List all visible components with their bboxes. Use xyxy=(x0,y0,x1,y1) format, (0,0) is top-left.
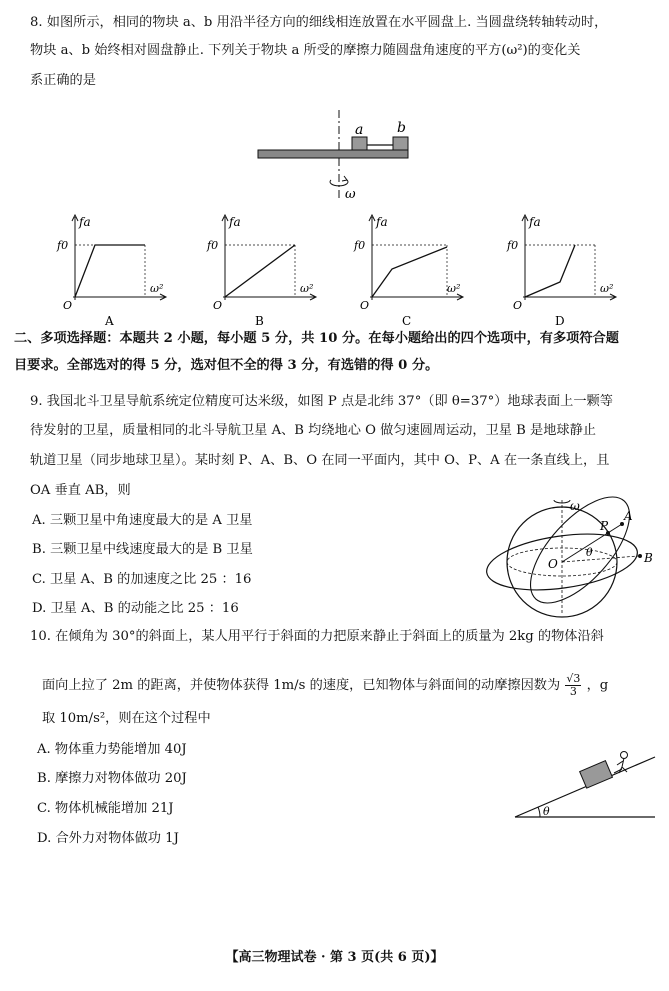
graph-option-b xyxy=(205,212,325,332)
y-tick-label: f0 xyxy=(354,239,366,252)
page-footer: 【高三物理试卷 · 第 3 页(共 6 页)】 xyxy=(225,950,444,965)
label-omega: ω xyxy=(345,187,356,202)
q10-line2-tail: ，g xyxy=(586,678,609,693)
y-axis-label: fa xyxy=(376,215,388,229)
q10-incline-figure xyxy=(510,735,660,825)
origin-label: O xyxy=(360,299,370,312)
section2-heading-line1: 二、多项选择题：本题共 2 小题，每小题 5 分，共 10 分。在每小题给出的四个选项中，有多项符合题 xyxy=(14,331,619,346)
y-axis-label: fa xyxy=(79,215,91,229)
origin-label: O xyxy=(213,299,223,312)
label-a: a xyxy=(355,122,364,138)
block-a xyxy=(352,137,367,150)
y-tick-label: f0 xyxy=(507,239,519,252)
graph-option-a xyxy=(55,212,175,332)
q9-text-line2: 待发射的卫星，质量相同的北斗导航卫星 A、B 均绕地心 O 做匀速圆周运动，卫星 B 是地球静止 xyxy=(30,423,596,438)
q10-text-line2 xyxy=(42,673,608,698)
q9-text-line1: 9. 我国北斗卫星导航系统定位精度可达米级，如图 P 点是北纬 37°（即 θ=37°）地球表面上一颗等 xyxy=(30,394,613,409)
option-label: A xyxy=(105,314,114,328)
q8-text-line1: 8. 如图所示，相同的物块 a、b 用沿半径方向的细线相连放置在水平圆盘上. 当圆盘绕转轴转动时， xyxy=(30,15,608,30)
q9-P-label: P xyxy=(600,519,609,533)
q10-option-b: B. 摩擦力对物体做功 20J xyxy=(37,771,187,786)
q10-text-line3: 取 10m/s²，则在这个过程中 xyxy=(42,711,211,726)
q9-option-c: C. 卫星 A、B 的加速度之比 25 ：16 xyxy=(32,572,252,587)
q8-text-line3: 系正确的是 xyxy=(30,73,96,88)
y-axis-label: fa xyxy=(529,215,541,229)
q10-mu-fraction xyxy=(565,673,581,698)
person-icon xyxy=(621,752,628,759)
q10-line2-main: 面向上拉了 2m 的距离，并使物体获得 1m/s 的速度，已知物体与斜面间的动摩擦因数为 xyxy=(42,678,561,693)
option-label: C xyxy=(402,314,412,328)
q8-text-line2: 物块 a、b 始终相对圆盘静止. 下列关于物块 a 所受的摩擦力随圆盘角速度的平方(ω²)的变化关 xyxy=(30,43,581,58)
q9-text-line4: OA 垂直 AB，则 xyxy=(30,483,131,498)
option-label: B xyxy=(255,314,264,328)
q9-text-line3: 轨道卫星（同步地球卫星）。某时刻 P、A、B、O 在同一平面内，其中 O、P、A 在一条直线上，且 xyxy=(30,453,610,468)
q9-option-a: A. 三颗卫星中角速度最大的是 A 卫星 xyxy=(32,513,253,528)
block-b xyxy=(393,137,408,150)
q8-disk-figure xyxy=(250,110,430,205)
y-axis-label: fa xyxy=(229,215,241,229)
q10-text-line1: 10. 在倾角为 30°的斜面上，某人用平行于斜面的力把原来静止于斜面上的质量为 2kg 的物体沿斜 xyxy=(30,629,604,644)
origin-label: O xyxy=(513,299,523,312)
q9-option-d: D. 卫星 A、B 的动能之比 25 ：16 xyxy=(32,601,239,616)
incline-line xyxy=(515,757,655,817)
y-tick-label: f0 xyxy=(207,239,219,252)
q10-theta-label: θ xyxy=(543,805,550,818)
disk xyxy=(258,150,408,158)
x-axis-label: ω² xyxy=(150,282,164,295)
q10-option-c: C. 物体机械能增加 21J xyxy=(37,801,174,816)
graph-option-d xyxy=(505,212,625,332)
block xyxy=(580,761,613,789)
q9-B-label: B xyxy=(644,551,653,565)
q10-option-a: A. 物体重力势能增加 40J xyxy=(37,742,187,757)
q10-option-d: D. 合外力对物体做功 1J xyxy=(37,831,179,846)
graph-option-c xyxy=(352,212,472,332)
q9-theta-label: θ xyxy=(586,546,593,559)
y-tick-label: f0 xyxy=(57,239,69,252)
q9-A-label: A xyxy=(624,509,633,523)
x-axis-label: ω² xyxy=(300,282,314,295)
label-b: b xyxy=(397,120,406,136)
q9-orbit-figure xyxy=(482,490,662,620)
q10-mu-denominator: 3 xyxy=(569,685,577,698)
section2-heading-line2: 目要求。全部选对的得 5 分，选对但不全的得 3 分，有选错的得 0 分。 xyxy=(14,358,439,373)
q9-O-label: O xyxy=(548,557,558,571)
option-label: D xyxy=(555,314,565,328)
origin-label: O xyxy=(63,299,73,312)
q9-omega-label: ω xyxy=(570,499,580,513)
x-axis-label: ω² xyxy=(600,282,614,295)
q10-mu-numerator: √3 xyxy=(566,672,581,685)
q9-option-b: B. 三颗卫星中线速度最大的是 B 卫星 xyxy=(32,542,253,557)
x-axis-label: ω² xyxy=(447,282,461,295)
